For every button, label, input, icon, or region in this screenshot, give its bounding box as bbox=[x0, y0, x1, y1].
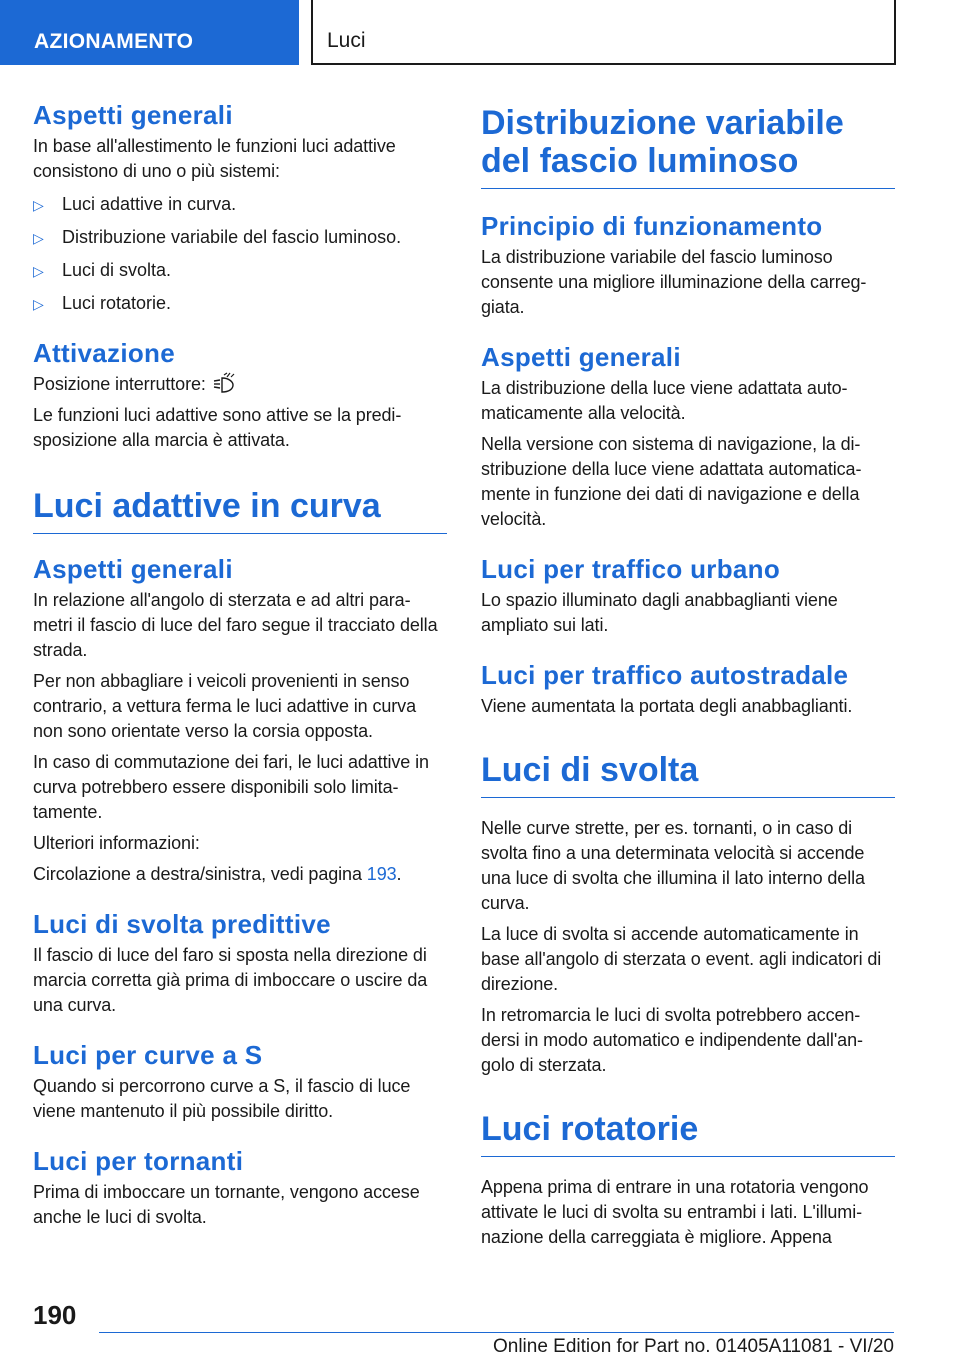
paragraph: Per non abbagliare i veicoli provenienti in senso contrario, a vettura ferma le luci adattive in curva non sono orientate verso la corsia opposta. bbox=[33, 671, 416, 741]
page-number: 190 bbox=[33, 1300, 77, 1330]
list-item: ▷ Luci di svolta. bbox=[33, 258, 447, 283]
triangle-right-icon: ▷ bbox=[33, 230, 44, 246]
paragraph: Nella versione con sistema di navigazione, la di-stribuzione della luce viene adattata automatica-mente in funzione dei dati di navigazione e della velocità. bbox=[481, 434, 862, 529]
header-section-tab bbox=[0, 0, 299, 65]
section-title: Luci per curve a S bbox=[33, 1040, 263, 1070]
list-item: ▷ Luci adattive in curva. bbox=[33, 192, 447, 217]
section-title: Luci di svolta predittive bbox=[33, 909, 331, 939]
paragraph: Quando si percorrono curve a S, il fascio di luce viene mantenuto il più possibile diritto. bbox=[33, 1076, 411, 1121]
left-column bbox=[33, 98, 447, 1230]
chapter-heading: Luci adattive in curva bbox=[33, 487, 447, 534]
bullet-list bbox=[33, 192, 447, 316]
triangle-right-icon: ▷ bbox=[33, 197, 44, 213]
list-item: ▷ Luci rotatorie. bbox=[33, 291, 447, 316]
paragraph: Prima di imboccare un tornante, vengono accese anche le luci di svolta. bbox=[33, 1182, 420, 1227]
triangle-right-icon: ▷ bbox=[33, 263, 44, 279]
paragraph: La distribuzione variabile del fascio luminoso consente una migliore illuminazione della carreg-giata. bbox=[481, 247, 867, 317]
paragraph: In base all'allestimento le funzioni luci adattive consistono di uno o più sistemi: bbox=[33, 136, 396, 181]
paragraph: Appena prima di entrare in una rotatoria vengono attivate le luci di svolta su entrambi i lati. L'illumi-nazione della carreggiata è migliore. Appena bbox=[481, 1177, 869, 1247]
chapter-heading: Distribuzione variabile del fascio luminoso bbox=[481, 104, 895, 189]
chapter-heading: Luci di svolta bbox=[481, 751, 895, 798]
right-column bbox=[481, 104, 895, 1250]
paragraph: Circolazione a destra/sinistra, vedi pagina 193. bbox=[33, 864, 402, 884]
paragraph: Viene aumentata la portata degli anabbaglianti. bbox=[481, 696, 853, 716]
paragraph: Lo spazio illuminato dagli anabbaglianti viene ampliato sui lati. bbox=[481, 590, 838, 635]
paragraph: In caso di commutazione dei fari, le luci adattive in curva potrebbero essere disponibili solo limita-tamente. bbox=[33, 752, 429, 822]
page-link[interactable]: 193 bbox=[366, 864, 397, 884]
footer-divider bbox=[99, 1332, 894, 1333]
section-title: Luci per tornanti bbox=[33, 1146, 244, 1176]
paragraph: In relazione all'angolo di sterzata e ad altri para-metri il fascio di luce del faro segue il tracciato della strada. bbox=[33, 590, 438, 660]
section-title: Aspetti generali bbox=[33, 554, 233, 584]
footer-edition: Online Edition for Part no. 01405A11081 - VI/20 bbox=[492, 1336, 894, 1357]
section-title: Luci per traffico urbano bbox=[481, 554, 781, 584]
triangle-right-icon: ▷ bbox=[33, 296, 44, 312]
header-chapter-box bbox=[311, 0, 896, 65]
section-title: Aspetti generali bbox=[481, 342, 681, 372]
header-chapter-label: Luci bbox=[327, 29, 366, 52]
list-item: ▷ Distribuzione variabile del fascio luminoso. bbox=[33, 225, 447, 250]
header-section-label: AZIONAMENTO bbox=[34, 30, 194, 53]
paragraph: La luce di svolta si accende automaticamente in base all'angolo di sterzata o event. agli indicatori di direzione. bbox=[481, 924, 882, 994]
paragraph: Ulteriori informazioni: bbox=[33, 833, 200, 853]
section-title: Aspetti generali bbox=[33, 100, 233, 130]
paragraph: La distribuzione della luce viene adattata auto-maticamente alla velocità. bbox=[481, 378, 848, 423]
paragraph: Il fascio di luce del faro si sposta nella direzione di marcia corretta già prima di imboccare o uscire da una curva. bbox=[33, 945, 428, 1015]
auto-headlight-icon bbox=[211, 372, 237, 394]
section-title: Luci per traffico autostradale bbox=[481, 660, 849, 690]
paragraph: Le funzioni luci adattive sono attive se la predi-sposizione alla marcia è attivata. bbox=[33, 405, 402, 450]
chapter-heading: Luci rotatorie bbox=[481, 1110, 895, 1157]
section-title: Principio di funzionamento bbox=[481, 211, 823, 241]
paragraph: Posizione interruttore: bbox=[33, 372, 447, 397]
paragraph: Nelle curve strette, per es. tornanti, o in caso di svolta fino a una determinata velocità si accende una luce di svolta che illumina il lato interno della curva. bbox=[481, 818, 865, 913]
paragraph: In retromarcia le luci di svolta potrebbero accen-dersi in modo automatico e indipendente dall'an-golo di sterzata. bbox=[481, 1005, 863, 1075]
section-title: Attivazione bbox=[33, 338, 175, 368]
